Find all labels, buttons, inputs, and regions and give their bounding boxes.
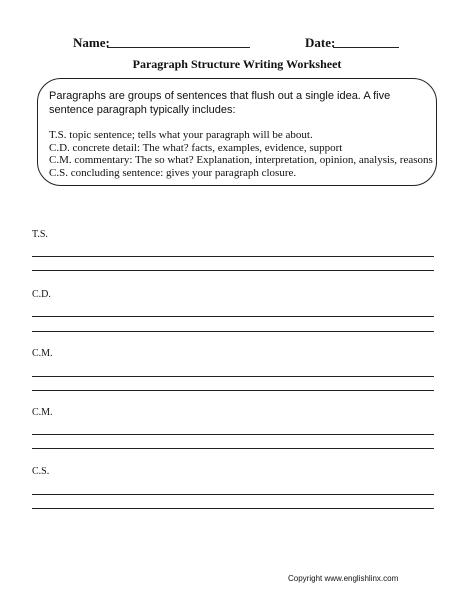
section-label: C.S. <box>32 466 50 477</box>
writing-line[interactable] <box>32 434 434 435</box>
definition-item-cm: C.M. commentary: The so what? Explanation, interpretation, opinion, analysis, reasons <box>49 154 433 166</box>
definitions-box <box>37 78 437 186</box>
writing-line[interactable] <box>32 316 434 317</box>
name-label: Name: <box>73 35 110 50</box>
writing-line[interactable] <box>32 270 434 271</box>
date-field-line[interactable] <box>333 47 399 48</box>
definition-item-cd: C.D. concrete detail: The what? facts, examples, evidence, support <box>49 141 343 154</box>
worksheet-title: Paragraph Structure Writing Worksheet <box>132 57 342 71</box>
writing-line[interactable] <box>32 508 434 509</box>
writing-line[interactable] <box>32 331 434 332</box>
definition-item-cs: C.S. concluding sentence: gives your paragraph closure. <box>49 166 297 179</box>
definitions-list <box>49 129 434 179</box>
writing-line[interactable] <box>32 448 434 449</box>
writing-line[interactable] <box>32 390 434 391</box>
copyright-text: Copyright www.englishlinx.com <box>288 574 399 583</box>
writing-line[interactable] <box>32 494 434 495</box>
writing-line[interactable] <box>32 376 434 377</box>
section-label: C.M. <box>32 407 53 418</box>
date-label: Date: <box>305 35 336 50</box>
section-label: C.D. <box>32 289 51 300</box>
section-label: C.M. <box>32 348 53 359</box>
definition-item-ts: T.S. topic sentence; tells what your paragraph will be about. <box>49 129 313 141</box>
section-label: T.S. <box>32 229 48 240</box>
intro-text: Paragraphs are groups of sentences that flush out a single idea. A five sentence paragraph typically includes: <box>49 90 391 116</box>
worksheet-header <box>0 35 474 51</box>
writing-line[interactable] <box>32 256 434 257</box>
name-field-line[interactable] <box>107 47 250 48</box>
